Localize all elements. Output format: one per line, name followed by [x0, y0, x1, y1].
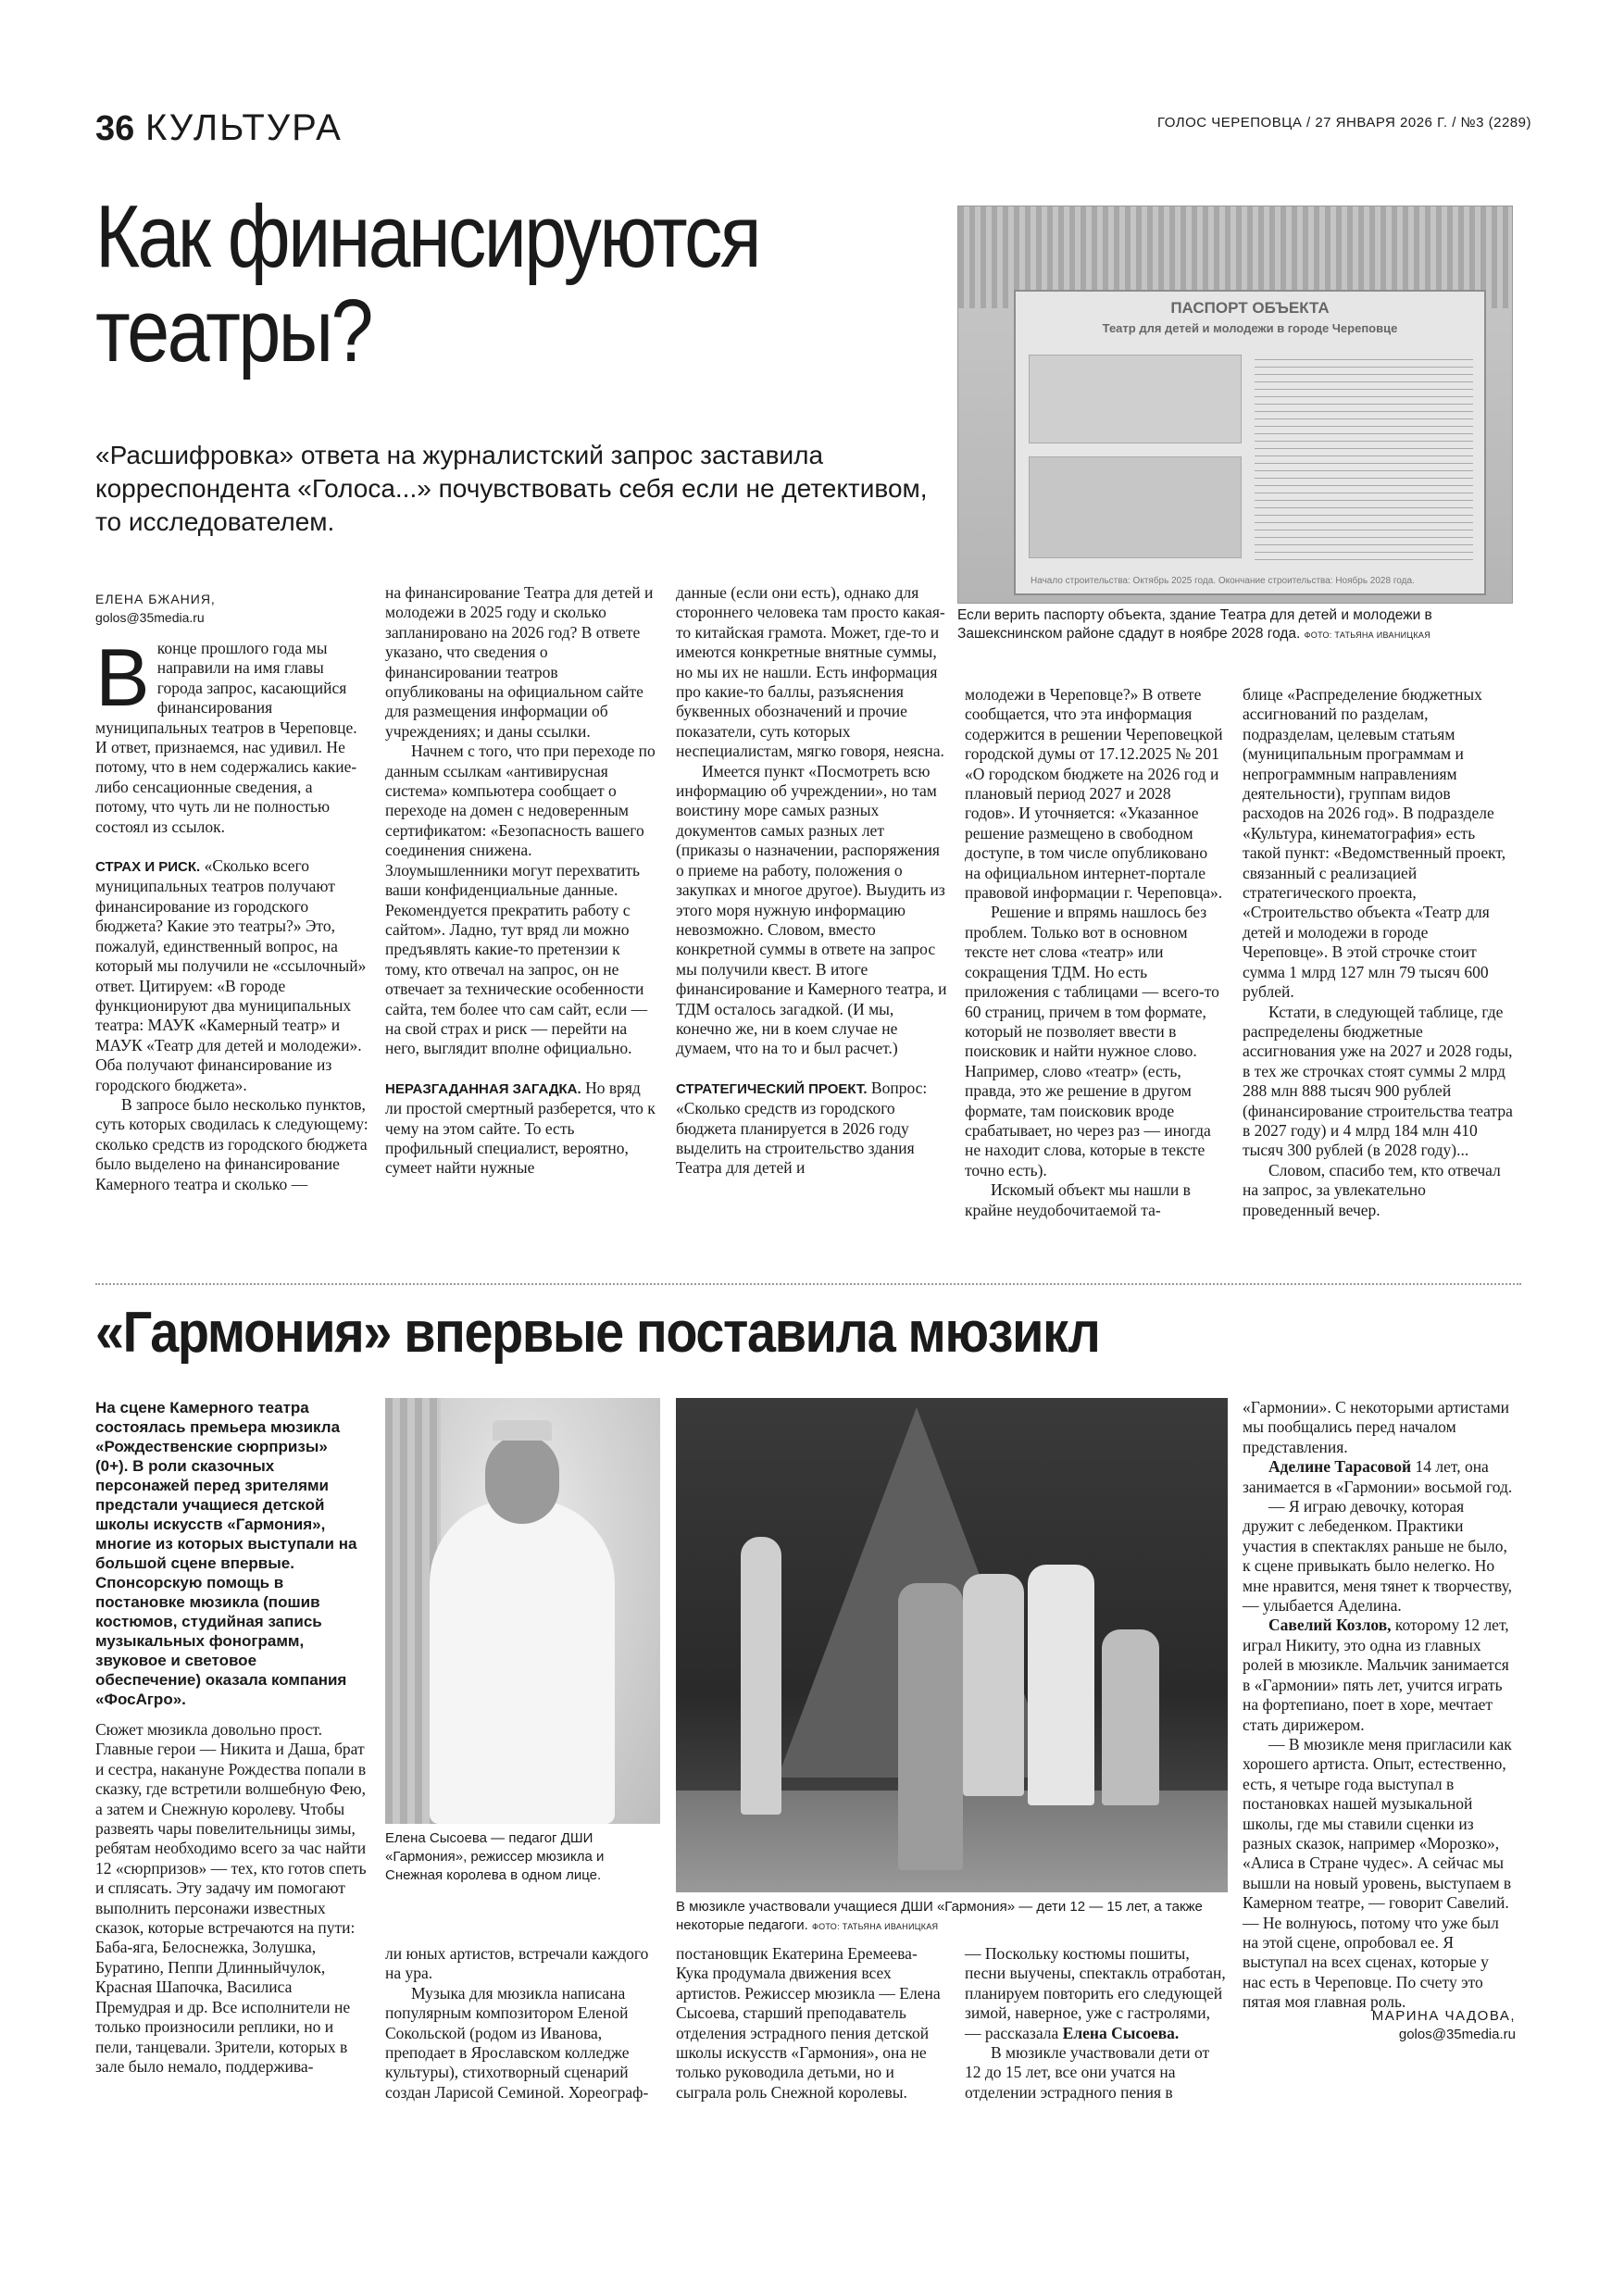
paragraph: Кстати, в следующей таблице, где распределены бюджетные ассигнования уже на 2027 и 2028 годы, в тех же строчках стоят суммы 2 млрд 288 млн 888 тысяч 900 рублей (финансирование строительства театра в 2027 году) и 4 млрд 184 млн 410 тысяч 300 рублей (в 2028 году)...	[1243, 1002, 1513, 1160]
article2-photo-elena-sysoeva	[385, 1398, 660, 1824]
article2-column-2	[385, 1944, 658, 2103]
article1-column-5	[1243, 685, 1516, 1220]
page-number: 36	[95, 109, 135, 148]
paragraph: — Поскольку костюмы пошиты, песни выучены, спектакль отработан, планируем повторить его следующей зимой, наверное, уже с гастролями, — рассказала Елена Сысоева.	[965, 1944, 1226, 2042]
dropcap: В	[95, 631, 150, 723]
photo-costume	[430, 1500, 615, 1824]
subhead-paragraph-strategic: СТРАТЕГИЧЕСКИЙ ПРОЕКТ. Вопрос: «Сколько средств из городского бюджета планируется в 2026 году выделить на строительство здания Театра для детей и	[676, 1078, 928, 1178]
paragraph: Словом, спасибо тем, кто отвечал на запрос, за увлекательно проведенный вечер.	[1243, 1160, 1501, 1219]
caption-credit: ФОТО: ТАТЬЯНА ИВАНИЦКАЯ	[1304, 630, 1431, 640]
photo-performer	[898, 1583, 963, 1870]
subhead-paragraph-mystery: НЕРАЗГАДАННАЯ ЗАГАДКА. Но вряд ли простой смертный разберется, что к чему на этом сайте. То есть профильный специалист, вероятно, сумеет найти нужные	[385, 1078, 656, 1178]
subhead-strategic: СТРАТЕГИЧЕСКИЙ ПРОЕКТ.	[676, 1080, 868, 1097]
section-name: КУЛЬТУРА	[145, 107, 343, 148]
author-email: golos@35media.ru	[1398, 2027, 1516, 2042]
subhead-paragraph-risk: СТРАХ И РИСК. «Сколько всего муниципальных театров получают финансирование из городского бюджета? Какие это театры?» Это, пожалуй, единственный вопрос, на который мы получили не «ссылочный» ответ. Цитируем: «В городе функционируют два муниципальных театра: МАУК «Камерный театр» и МАУК «Театр для детей и молодежи». Оба получают финансирование из городского бюджета».	[95, 856, 367, 1094]
photo-performer	[1028, 1565, 1094, 1805]
article2-photo-stage	[676, 1398, 1228, 1892]
caption-text: Если верить паспорту объекта, здание Театра для детей и молодежи в Зашекснинском районе сдадут в ноябре 2028 года.	[957, 607, 1432, 642]
speaker-name: Савелий Козлов,	[1268, 1616, 1392, 1635]
paragraph: Искомый объект мы нашли в крайне неудобочитаемой та-	[965, 1180, 1191, 1219]
running-head: ГОЛОС ЧЕРЕПОВЦА / 27 ЯНВАРЯ 2026 Г. / №3 (2289)	[1156, 115, 1531, 131]
paragraph: В запросе было несколько пунктов, суть которых сводилась к следующему: сколько средств из городского бюджета было выделено на финансирование Камерного театра и сколько —	[95, 1094, 369, 1193]
article1-column-1	[95, 631, 369, 1194]
article-divider	[95, 1283, 1521, 1285]
article1-title-line1: Как финансируются	[95, 187, 759, 286]
subhead-risk: СТРАХ И РИСК.	[95, 859, 201, 876]
paragraph: Музыка для мюзикла написана популярным композитором Еленой Сокольской (родом из Иванова, преподает в Ярославском колледже культуры), стихотворный сценарий создан Ларисой Семиной. Хореограф-	[385, 1983, 649, 2102]
photo-performer	[1102, 1629, 1159, 1805]
photo-building-render-2	[1029, 456, 1242, 558]
photo-board-footer: Начало строительства: Октябрь 2025 года. Окончание строительства: Ноябрь 2028 года.	[1031, 576, 1415, 586]
paragraph: блице «Распределение бюджетных ассигнований по разделам, подразделам, целевым статьям (муниципальным программам и непрограммным направлениям деятельности), группам видов расходов на 2026 год». В подразделе «Культура, кинематография» есть такой пункт: «Ведомственный проект, связанный с реализацией стратегического проекта, «Строительство объекта «Театр для детей и молодежи в городе Череповце». В этой строчке стоит сумма 1 млрд 127 млн 79 тысяч 600 рублей.	[1243, 685, 1506, 1002]
article2-column-1	[95, 1720, 369, 2077]
article2-photo1-caption: Елена Сысоева — педагог ДШИ «Гармония», режиссер мюзикла и Снежная королева в одном лице.	[385, 1830, 605, 1883]
article2-column-3	[676, 1944, 949, 2103]
photo-performer	[741, 1537, 781, 1815]
paragraph: Решение и впрямь нашлось без проблем. Только вот в основном тексте нет слова «театр» или сокращения ТДМ. Но есть приложения с таблицами — всего-то 60 страниц, причем в том формате, который не позволяет ввести в поисковик и найти нужное слово. Например, слово «театр» (есть, правда, это же решение в другом формате, там поисковик вроде срабатывает, но через раз — иногда не находит слова, которые в тексте точно есть).	[965, 903, 1219, 1179]
paragraph: Сюжет мюзикла довольно прост. Главные герои — Никита и Даша, брат и сестра, накануне Рождества попали в сказку, где встретили волшебную Фею, а затем и Снежную королеву. Чтобы развеять чары повелительницы зимы, ребятам необходимо всего за час найти 12 «сюрпризов» — тех, кто готов спеть и сплясать. Эту задачу им помогают выполнить персонажи известных сказок, которые встречаются на пути: Баба-яга, Белоснежка, Золушка, Буратино, Пеппи Длинныйчулок, Красная Шапочка, Василиса Премудрая и др. Все исполнители не только произносили реплики, но и пели, танцевали. Зрители, которых в зале было немало, поддержива-	[95, 1720, 367, 2076]
author-name: ЕЛЕНА БЖАНИЯ,	[95, 592, 216, 606]
article2-signature	[1243, 2007, 1516, 2044]
photo-board	[1014, 290, 1486, 595]
article2-column-4	[965, 1944, 1229, 2103]
article1-title	[95, 187, 812, 381]
author-email: golos@35media.ru	[95, 610, 205, 625]
article2-column-5	[1243, 1398, 1516, 2013]
article1-column-3	[676, 583, 949, 1179]
photo-board-title: ПАСПОРТ ОБЪЕКТА	[1170, 299, 1330, 317]
paragraph: молодежи в Череповце?» В ответе сообщается, что эта информация содержится в решении Череповецкой городской думы от 17.12.2025 № 201 «О городском бюджете на 2026 год и плановый период 2027 и 2028 годов». И уточняется: «Указанное решение размещено в свободном доступе, в том числе опубликовано на официальном интернет-портале правовой информации г. Череповца».	[965, 685, 1223, 903]
paragraph: на финансирование Театра для детей и молодежи в 2025 году и сколько запланировано на 2026 год? В ответе указано, что сведения о финансировании театров опубликованы на официальном сайте для размещения информации об учреждениях; и даны ссылки.	[385, 583, 654, 741]
caption-text: В мюзикле участвовали учащиеся ДШИ «Гармония» — дети 12 — 15 лет, а также некоторые педагоги.	[676, 1899, 1203, 1933]
photo-building-render	[1029, 355, 1242, 443]
paragraph: — Я играю девочку, которая дружит с лебеденком. Практики участия в спектаклях раньше не было, к сцене привыкать было нелегко. Но мне нравится, меня тянет к творчеству, — улыбается Аделина.	[1243, 1497, 1512, 1616]
paragraph: данные (если они есть), однако для стороннего человека там просто какая-то китайская грамота. Может, где-то и имеются конкретные внятные суммы, но мы их не нашли. Есть информация про какие-то баллы, разъяснения буквенных обозначений и прочие показатели, суть которых неспециалистам, мягко говоря, неясна.	[676, 583, 945, 761]
article1-byline	[95, 590, 373, 627]
article2-lead: На сцене Камерного театра состоялась премьера мюзикла «Рождественские сюрпризы» (0+). В роли сказочных персонажей перед зрителями предстали учащиеся детской школы искусств «Гармония», многие из которых выступали на большой сцене впервые. Спонсорскую помощь в постановке мюзикла (пошив костюмов, студийная запись музыкальных фонограмм, звуковое и световое обеспечение) оказала компания «ФосАгро».	[95, 1399, 357, 1708]
paragraph: В мюзикле участвовали дети от 12 до 15 лет, все они учатся на отделении эстрадного пения в	[965, 2043, 1210, 2102]
article2-title: «Гармония» впервые поставила мюзикл	[95, 1301, 1100, 1365]
article2-photo2-caption	[676, 1898, 1228, 1936]
caption-credit: ФОТО: ТАТЬЯНА ИВАНИЦКАЯ	[811, 1922, 939, 1931]
article1-first-paragraph: Вконце прошлого года мы направили на имя главы города запрос, касающийся финансирования муниципальных театров в Череповце. И ответ, признаемся, нас удивил. Не потому, что в нем содержались какие-либо сенсационные сведения, а потому, что чуть ли не полностью состоял из ссылок.	[95, 631, 357, 836]
article1-column-4	[965, 685, 1224, 1220]
photo-crown	[493, 1420, 552, 1441]
paragraph: Аделине Тарасовой 14 лет, она занимается в «Гармонии» восьмой год.	[1243, 1457, 1513, 1496]
paragraph: — В мюзикле меня пригласили как хорошего артиста. Опыт, естественно, есть, я четыре года выступал в постановках нашей музыкальной школы, где мы ставили сценки из разных сказок, например «Морозко», «Алиса в Стране чудес». А сейчас мы вышли на новый уровень, выступаем в Камерном театре, — говорит Савелий. — Не волнуюсь, потому что уже был на этой сцене, опробовал ее. Я выступал на всех сценах, которые у нас есть в Череповце. По счету это пятая моя главная роль.	[1243, 1734, 1512, 2012]
paragraph: Имеется пункт «Посмотреть всю информацию об учреждении», но там воистину море самых разных документов самых разных лет (приказы о назначении, распоряжения о приеме на работу, положения о закупках и многое другое). Выудить из этого моря нужную информацию невозможно. Словом, вместо конкретной суммы в ответе на запрос мы получили квест. В итоге финансирование и Камерного театра, и ТДМ осталось загадкой. (И мы, конечно же, ни в коем случае не думаем, что на то и был расчет.)	[676, 761, 947, 1058]
author-name: МАРИНА ЧАДОВА,	[1371, 2008, 1516, 2024]
speaker-name: Елена Сысоева.	[1062, 2023, 1180, 2042]
subhead-mystery: НЕРАЗГАДАННАЯ ЗАГАДКА.	[385, 1080, 581, 1097]
article1-photo-object-passport	[957, 206, 1513, 604]
photo-face	[485, 1435, 559, 1524]
photo-board-subtitle: Театр для детей и молодежи в городе Череповце	[1102, 321, 1398, 335]
paragraph: Савелий Козлов, которому 12 лет, играл Никиту, это одна из главных ролей в мюзикле. Мальчик занимается в «Гармонии» пять лет, учится играть на фортепиано, поет в хоре, мечтает стать дирижером.	[1243, 1616, 1509, 1734]
article1-photo-caption	[957, 606, 1513, 644]
photo-board-text-lines	[1255, 353, 1473, 566]
article1-title-line2: театры?	[95, 281, 371, 381]
paragraph: Начнем с того, что при переходе по данным ссылкам «антивирусная система» компьютера сообщает о переходе на домен с недоверенным сертификатом: «Безопасность вашего соединения снижена. Злоумышленники могут перехватить ваши конфиденциальные данные. Рекомендуется прекратить работу с сайтом». Ладно, тут вряд ли можно предъявлять какие-то претензии к тому, кто отвечал на запрос, он не отвечает за технические особенности сайта, тем более что сам сайт, если — на свой страх и риск — перейти на него, выглядит вполне официально.	[385, 742, 656, 1058]
paragraph: постановщик Екатерина Еремеева-Кука продумала движения всех артистов. Режиссер мюзикла — Елена Сысоева, старший преподаватель отделения эстрадного пения детской школы искусств «Гармония», она не только руководила детьми, но и сыграла роль Снежной королевы.	[676, 1944, 941, 2102]
article1-column-2	[385, 583, 658, 1179]
paragraph: ли юных артистов, встречали каждого на ура.	[385, 1944, 649, 1983]
speaker-name: Аделине Тарасовой	[1268, 1457, 1412, 1477]
photo-performer	[963, 1574, 1024, 1796]
paragraph: «Гармонии». С некоторыми артистами мы пообщались перед началом представления.	[1243, 1398, 1510, 1456]
article1-lead: «Расшифровка» ответа на журналистский запрос заставила корреспондента «Голоса...» почувствовать себя если не детективом, то исследователем.	[95, 441, 928, 536]
